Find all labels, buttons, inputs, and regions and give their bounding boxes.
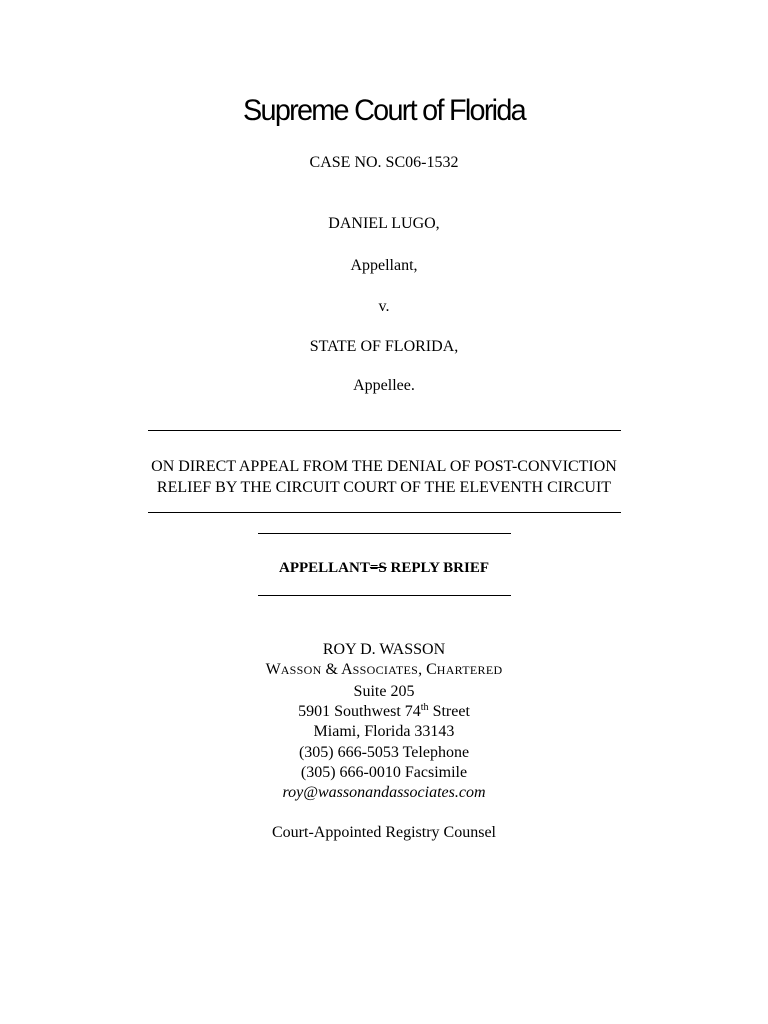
firm-sep: ,: [418, 661, 427, 678]
street-prefix: 5901 Southwest 74: [298, 703, 421, 720]
brief-title-part: APPELLANT: [279, 560, 370, 576]
divider-rule: [148, 430, 621, 431]
case-number: CASE NO. SC06-1532: [309, 154, 459, 171]
firm-letter: A: [341, 661, 353, 678]
street-suffix: Street: [428, 703, 470, 720]
attorney-name: ROY D. WASSON: [322, 641, 446, 658]
firm-letter: W: [265, 661, 281, 678]
firm-name: [0, 661, 768, 679]
telephone: (305) 666-5053 Telephone: [298, 744, 470, 761]
court-title: Supreme Court of Florida: [243, 94, 525, 127]
appellant-name: DANIEL LUGO,: [328, 215, 440, 232]
divider-rule: [148, 512, 621, 513]
firm-smallcaps: ASSON: [280, 663, 322, 677]
firm-letter: C: [426, 661, 437, 678]
divider-rule: [258, 595, 511, 596]
brief-title-part: REPLY BRIEF: [386, 560, 489, 576]
street-ordinal: th: [420, 702, 429, 713]
address-street: [0, 702, 768, 722]
appeal-description-line-2: RELIEF BY THE CIRCUIT COURT OF THE ELEVENTH CIRCUIT: [156, 479, 612, 496]
appeal-description-line-1: ON DIRECT APPEAL FROM THE DENIAL OF POST-CONVICTION: [151, 458, 617, 475]
email-address: roy@wassonandassociates.com: [282, 784, 486, 801]
address-suite: Suite 205: [353, 683, 415, 700]
firm-smallcaps: HARTERED: [436, 663, 503, 677]
appellant-role: Appellant,: [350, 257, 418, 274]
brief-title: [0, 560, 768, 577]
firm-sep: &: [321, 661, 342, 678]
address-city: Miami, Florida 33143: [313, 723, 455, 740]
counsel-designation: Court-Appointed Registry Counsel: [272, 824, 496, 841]
facsimile: (305) 666-0010 Facsimile: [300, 764, 468, 781]
appellee-name: STATE OF FLORIDA,: [309, 338, 459, 355]
firm-smallcaps: SSOCIATES: [352, 663, 419, 677]
brief-title-struck: =S: [369, 560, 387, 576]
appellee-role: Appellee.: [353, 377, 415, 394]
divider-rule: [258, 533, 511, 534]
versus: v.: [378, 298, 390, 315]
